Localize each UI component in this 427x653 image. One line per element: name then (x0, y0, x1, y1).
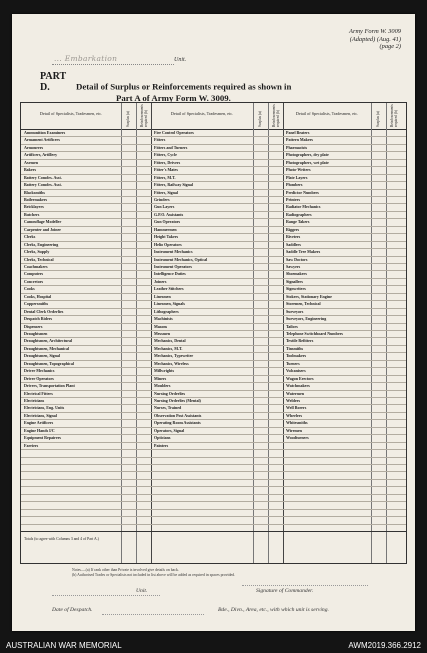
table-row-line (21, 300, 406, 301)
signature-field-label: Signature of Commander. (256, 588, 314, 594)
table-cell-trade: Operating Room Assistants (154, 420, 201, 426)
table-cell-trade: Saw Doctors (286, 256, 308, 262)
table-cell-trade: Battery Comdrs. Asst. (24, 182, 62, 188)
table-cell-trade: Saddlers (286, 241, 301, 247)
table-cell-trade: Instrument Mechanics, Optical (154, 256, 208, 262)
table-cell-trade: G.P.O. Assistants (154, 211, 184, 217)
table-cell-trade: Tailors (286, 323, 298, 329)
table-cell-trade: Shoemakers (286, 271, 307, 277)
table-cell-trade: Equipment Repairers (24, 435, 61, 441)
table-row-line (21, 263, 406, 264)
table-row-line (21, 323, 406, 324)
table-cell-trade: Coachmakers (24, 264, 48, 269)
caption-source: AUSTRALIAN WAR MEMORIAL (6, 641, 122, 650)
table-cell-trade: Masons (154, 323, 168, 329)
table-row-line (21, 330, 406, 331)
table-cell-trade: Draughtsmen (24, 331, 48, 336)
table-cell-trade: Artificers, Artillery (24, 152, 58, 158)
table-row-line (21, 248, 406, 249)
table-cell-trade: Observation Post Assistants (154, 412, 202, 418)
table-cell-trade: Riggers (286, 226, 300, 232)
table-cell-trade: Turners (286, 360, 300, 366)
despatch-field-label: Date of Despatch. (52, 607, 93, 613)
table-row-line (21, 233, 406, 234)
table-row-line (21, 136, 406, 137)
table-cell-trade: Surveyors, Engineering (286, 316, 327, 322)
table-cell-trade: Concretors (24, 278, 44, 284)
table-cell-trade: Riveters (286, 234, 301, 240)
table-row-line (21, 159, 406, 160)
table-row-line (21, 434, 406, 435)
column-header-detail: Detail of Specialists, Tradesmen, etc. (39, 111, 103, 116)
table-row-line (21, 293, 406, 294)
table-cell-trade: Gun Layers (154, 204, 175, 210)
table-cell-trade: Drivers, Transportation Plant (24, 383, 75, 389)
table-cell-trade: Range Takers (286, 219, 310, 225)
table-row-line (21, 442, 406, 443)
table-row-line (21, 308, 406, 309)
form-adapted: (Adapted) (Aug. 41) (349, 35, 401, 43)
table-cell-trade: Blacksmiths (24, 189, 45, 195)
table-cell-trade: Wagon Erectors (286, 375, 314, 381)
table-cell-trade: Plumbers (286, 182, 303, 188)
table-cell-trade: Panel Beaters (286, 130, 310, 135)
table-cell-trade: Electricians (24, 398, 45, 403)
table-cell-trade: Bricklayers (24, 204, 44, 210)
table-cell-trade: Electricians, Signal (24, 412, 57, 418)
table-row-line (21, 189, 406, 190)
table-cell-trade: Despatch Riders (24, 316, 53, 322)
signature-line (242, 585, 368, 586)
table-cell-trade: Axemen (24, 159, 38, 165)
table-row-line (21, 375, 406, 376)
table-cell-trade: Boilermakers (24, 197, 48, 202)
table-row-line (21, 226, 406, 227)
table-row-line (21, 181, 406, 182)
table-cell-trade: Toolmakers (286, 353, 307, 359)
table-cell-trade: Driver Operators (24, 375, 54, 381)
table-row-line (21, 352, 406, 353)
table-cell-trade: Carpenter and Joiner (24, 226, 62, 232)
table-cell-trade: Armourers (24, 144, 44, 150)
table-cell-trade: Ammunition Examiners (24, 130, 66, 135)
table-cell-trade: Printers (286, 197, 300, 202)
table-cell-trade: Lithographers (154, 308, 179, 314)
table-row-line (21, 174, 406, 175)
note-b: (b) Authorised Trades or Specialists not included in list above will be added as required in spaces provided. (72, 572, 236, 577)
table-cell-trade: Fitter's Mates (154, 167, 178, 173)
table-cell-trade: Wiremen (286, 427, 302, 433)
table-row-line (21, 278, 406, 279)
table-row-line (21, 256, 406, 257)
table-row-line (21, 419, 406, 420)
handwritten-unit: ... Embarkation (54, 54, 118, 63)
title-line-1: Detail of Surplus or Reinforcements required as shown in (76, 81, 292, 92)
table-cell-trade: Whitesmiths (286, 420, 308, 426)
table-cell-trade: Signallers (286, 278, 303, 284)
form-reference (349, 28, 401, 51)
table-cell-trade: Mechanics, M.T. (154, 345, 183, 351)
table-row-line (21, 382, 406, 383)
table-row-line (21, 509, 406, 510)
table-row-line (21, 315, 406, 316)
table-row-line (21, 337, 406, 338)
table-cell-trade: Fitters, Drivers (154, 159, 181, 165)
column-header-reinforcements: Reinforcements required (b) (140, 104, 148, 127)
table-cell-trade: Engine Hands I/C (24, 427, 55, 433)
table-header-row (21, 103, 406, 130)
table-cell-trade: Driver Mechanics (24, 368, 55, 374)
caption-id: AWM2019.366.2912 (348, 641, 421, 650)
table-row-line (21, 501, 406, 502)
table-cell-trade: Signwriters (286, 286, 306, 292)
table-cell-trade: Mechanics, Dental (154, 338, 186, 344)
table-row-line (21, 449, 406, 450)
table-cell-trade: Computers (24, 271, 44, 277)
table-cell-trade: Moulders (154, 383, 171, 389)
table-cell-trade: Radiator Mechanics (286, 204, 321, 210)
table-row-line (21, 270, 406, 271)
table-cell-trade: Nursing Orderlies (154, 390, 185, 396)
table-row-line (21, 367, 406, 368)
form-name: Army Form W. 3009 (349, 28, 401, 35)
table-cell-trade: Draughtsmen, Signal (24, 353, 61, 359)
table-cell-trade: Dispensers (24, 323, 43, 329)
table-row-line (21, 524, 406, 525)
unit-underline (52, 64, 174, 65)
table-cell-trade: Watermen (286, 390, 304, 396)
notes (72, 568, 235, 578)
table-cell-trade: Miners (154, 375, 167, 381)
part-label: PART D. (40, 71, 66, 93)
table-cell-trade: Vulcanisers (286, 368, 306, 374)
table-cell-trade: Saddle Tree Makers (286, 249, 321, 255)
unit-field-label: Unit. (136, 588, 148, 594)
table-row-line (21, 285, 406, 286)
table-cell-trade: Linesmen (154, 293, 171, 299)
table-cell-trade: Pharmacists (286, 144, 308, 150)
table-cell-trade: Hammermen (154, 226, 177, 232)
table-cell-trade: Electrical Fitters (24, 390, 53, 396)
table-cell-trade: Photographers, dry plate (286, 152, 329, 158)
table-row-line (21, 404, 406, 405)
table-row-line (21, 464, 406, 465)
table-cell-trade: Coppersmiths (24, 301, 49, 307)
table-cell-trade: Opticians (154, 435, 171, 441)
note-a: Notes.—(a) If rank other than Private is involved give details on back. (72, 568, 179, 572)
table-cell-trade: Grinders (154, 197, 170, 202)
table-row-line (21, 166, 406, 167)
table-cell-trade: Instrument Operators (154, 264, 192, 269)
table-cell-trade: Joiners (154, 278, 167, 284)
table-cell-trade: Surveyors (286, 308, 304, 314)
table-cell-trade: Height Takers (154, 234, 179, 240)
table-cell-trade: Telephone Switchboard Numbers (286, 331, 343, 336)
totals-divider (21, 531, 406, 532)
specialists-table (20, 102, 407, 564)
table-cell-trade: Predictor Numbers (286, 189, 319, 195)
table-cell-trade: Photo-Writers (286, 167, 311, 173)
table-row-line (21, 397, 406, 398)
title-line-2: Part A of Army Form W. 3009. (116, 93, 231, 103)
table-cell-trade: Engine Artificers (24, 420, 54, 426)
table-cell-trade: Linesmen, Signals (154, 301, 185, 307)
table-row-line (21, 390, 406, 391)
column-header-reinforcements: Reinforcements required (b) (272, 104, 280, 127)
table-cell-trade: Draughtsmen, Topographical (24, 360, 75, 366)
table-row-line (21, 211, 406, 212)
despatch-line (102, 614, 204, 615)
table-cell-trade: Butchers (24, 211, 40, 217)
table-cell-trade: Dental Clerk Orderlies (24, 308, 64, 314)
table-cell-trade: Well Borers (286, 405, 307, 411)
table-cell-trade: Leather Stitchers (154, 286, 184, 292)
table-row-line (21, 151, 406, 152)
table-cell-trade: Tinsmiths (286, 345, 304, 351)
table-row-line (21, 479, 406, 480)
table-row-line (21, 144, 406, 145)
table-row-line (21, 427, 406, 428)
table-cell-trade: Helio Operators (154, 241, 182, 247)
column-header-detail: Detail of Specialists, Tradesmen, etc. (295, 111, 359, 116)
table-cell-trade: Mechanics, Wireless (154, 360, 189, 366)
table-cell-trade: Clerks (24, 234, 36, 240)
table-row-line (21, 218, 406, 219)
table-cell-trade: Storemen, Technical (286, 301, 321, 307)
table-row-line (21, 203, 406, 204)
table-row-line (21, 457, 406, 458)
table-cell-trade: Nurses, Trained (154, 405, 182, 411)
column-header-surplus: Surplus (a) (258, 111, 262, 127)
column-header-reinforcements: Reinforcements required (b) (390, 104, 398, 127)
table-cell-trade: Cooks (24, 286, 35, 292)
table-cell-trade: Plate Layers (286, 174, 308, 180)
table-cell-trade: Clerks, Supply (24, 249, 50, 255)
table-row-line (21, 412, 406, 413)
table-row-line (21, 345, 406, 346)
table-cell-trade: Millwrights (154, 368, 174, 374)
table-cell-trade: Clerks, Technical (24, 256, 54, 262)
table-cell-trade: Sawyers (286, 264, 301, 269)
table-cell-trade: Pattern Makers (286, 137, 313, 143)
table-cell-trade: Gun Operators (154, 219, 181, 225)
table-cell-trade: Bakers (24, 167, 36, 173)
table-cell-trade: Clerks, Engineering (24, 241, 59, 247)
unit-label: Unit. (174, 57, 187, 63)
table-cell-trade: Farriers (24, 442, 39, 448)
table-row-line (21, 360, 406, 361)
unit-line (52, 595, 160, 596)
table-cell-trade: Battery Comdrs. Asst. (24, 174, 62, 180)
table-cell-trade: Fitters, Cycle (154, 152, 177, 158)
table-cell-trade: Wheelers (286, 412, 302, 418)
table-cell-trade: Messmen (154, 331, 170, 336)
table-cell-trade: Draughtsmen, Architectural (24, 338, 73, 344)
table-row-line (21, 196, 406, 197)
table-cell-trade: Fitters, Railway Signal (154, 182, 193, 188)
table-row-line (21, 241, 406, 242)
table-row-line (21, 486, 406, 487)
table-cell-trade: Mechanics, Typewriter (154, 353, 194, 359)
table-cell-trade: Fitters, Signal (154, 189, 178, 195)
table-cell-trade: Draughtsmen, Mechanical (24, 345, 70, 351)
table-cell-trade: Painters (154, 442, 169, 448)
table-row-line (21, 494, 406, 495)
table-row-line (21, 471, 406, 472)
table-cell-trade: Machinists (154, 316, 173, 322)
bde-field-label: Bde., Divn., Area, etc., with which unit is serving. (218, 607, 329, 613)
column-header-surplus: Surplus (a) (126, 111, 130, 127)
table-cell-trade: Welders (286, 398, 300, 403)
table-row-line (21, 516, 406, 517)
table-cell-trade: Operators, Signal (154, 427, 185, 433)
table-cell-trade: Fitters and Turners (154, 144, 188, 150)
table-cell-trade: Textile Refitters (286, 338, 314, 344)
table-cell-trade: Radiographers (286, 211, 312, 217)
table-cell-trade: Armament Artificers (24, 137, 60, 143)
table-cell-trade: Camouflage Modeller (24, 219, 62, 225)
table-cell-trade: Photographers, wet plate (286, 159, 329, 165)
table-cell-trade: Nursing Orderlies (Mental) (154, 398, 201, 403)
table-cell-trade: Fitters (154, 137, 166, 143)
totals-row-label: Totals (to agree with Columns 3 and 4 of Part A.) (24, 537, 99, 541)
table-cell-trade: Instrument Mechanics (154, 249, 193, 255)
caption-bar (0, 637, 427, 653)
table-cell-trade: Electricians, Eng. Units (24, 405, 65, 411)
table-cell-trade: Watchmakers (286, 383, 310, 389)
table-cell-trade: Fitters, M.T. (154, 174, 176, 180)
table-cell-trade: Woodturners (286, 435, 309, 441)
table-cell-trade: Intelligence Duties (154, 271, 186, 277)
column-header-surplus: Surplus (a) (376, 111, 380, 127)
table-cell-trade: Stokers, Stationary Engine (286, 293, 332, 299)
page-title (40, 72, 400, 104)
table-cell-trade: Cooks, Hospital (24, 293, 52, 299)
table-cell-trade: Fire Control Operators (154, 130, 194, 135)
document-sheet (12, 14, 415, 631)
column-header-detail: Detail of Specialists, Tradesmen, etc. (170, 111, 234, 116)
form-page: (page 2) (379, 43, 401, 51)
